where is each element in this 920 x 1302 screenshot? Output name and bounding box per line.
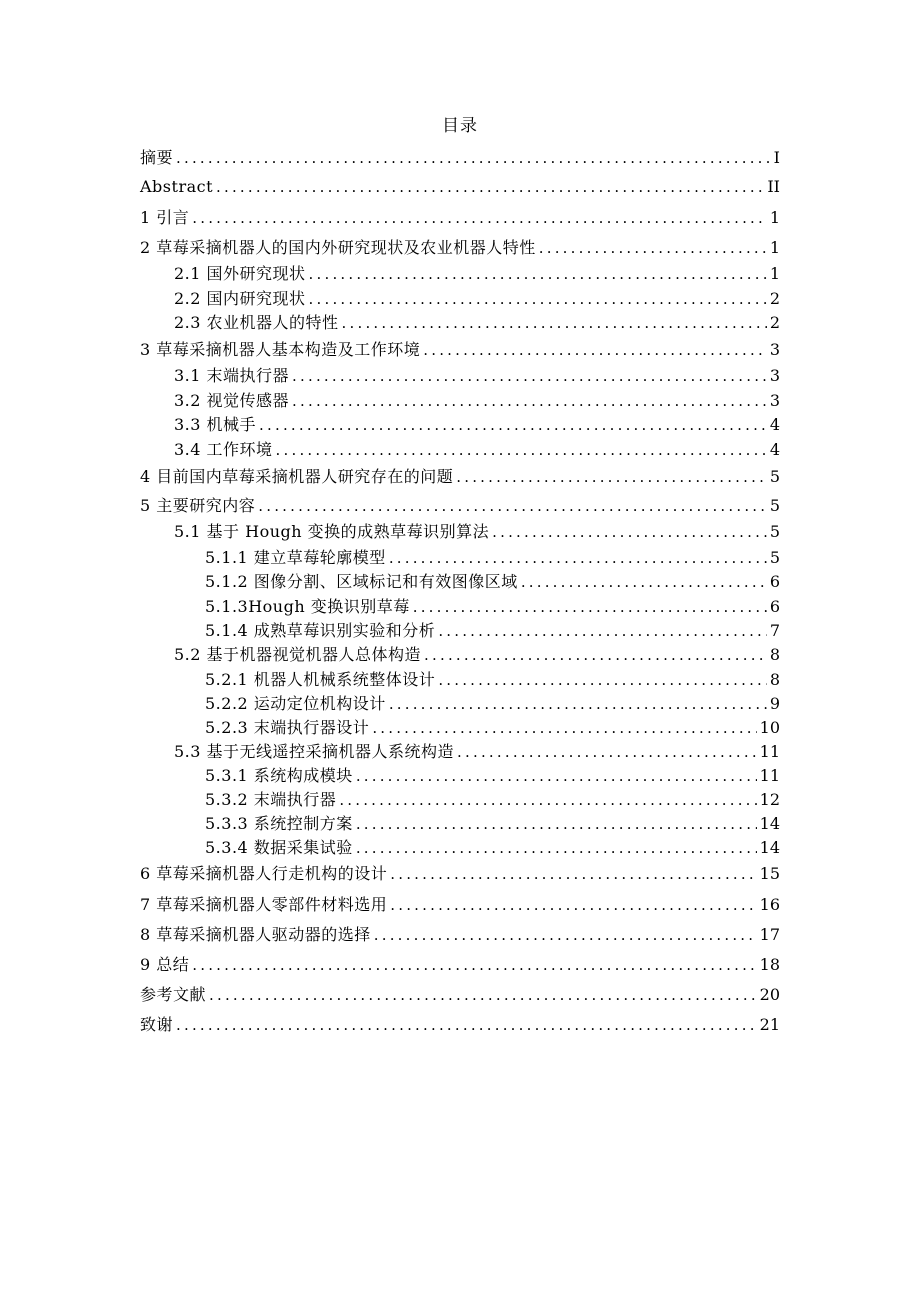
toc-dot-leader xyxy=(356,836,757,860)
toc-entry[interactable] xyxy=(140,668,780,692)
toc-entry-label: 2.1 国外研究现状 xyxy=(174,264,306,283)
toc-entry[interactable] xyxy=(140,836,780,860)
toc-entry-page-number: 5 xyxy=(769,467,780,486)
toc-entry[interactable] xyxy=(140,893,780,917)
toc-entry-page-number: 7 xyxy=(769,621,780,640)
toc-entry-page-number: II xyxy=(767,177,780,196)
toc-entry-label: 3.2 视觉传感器 xyxy=(174,391,290,410)
toc-entry-label: 9 总结 xyxy=(140,955,190,974)
toc-entry-label: 致谢 xyxy=(140,1015,174,1034)
toc-entry-page-number: 11 xyxy=(759,742,780,761)
toc-entry-label: Abstract xyxy=(140,177,214,196)
toc-dot-leader xyxy=(372,716,756,740)
toc-entry[interactable] xyxy=(140,438,780,462)
toc-entry-label: 4 目前国内草莓采摘机器人研究存在的问题 xyxy=(140,467,454,486)
toc-entry-page-number: 3 xyxy=(769,391,780,410)
toc-entry-page-number: 10 xyxy=(759,718,780,737)
toc-entry-label: 2 草莓采摘机器人的国内外研究现状及农业机器人特性 xyxy=(140,238,536,257)
toc-dot-leader xyxy=(457,740,757,764)
toc-entry-label: 5.1.2 图像分割、区域标记和有效图像区域 xyxy=(205,572,518,591)
toc-dot-leader xyxy=(390,862,756,886)
toc-entry-label: 摘要 xyxy=(140,148,174,167)
toc-entry-page-number: 9 xyxy=(769,694,780,713)
toc-entry-page-number: 8 xyxy=(769,645,780,664)
toc-entry-page-number: 1 xyxy=(769,238,780,257)
toc-dot-leader xyxy=(438,668,767,692)
toc-dot-leader xyxy=(192,206,767,230)
toc-entry-page-number: I xyxy=(773,148,780,167)
toc-entry[interactable] xyxy=(140,619,780,643)
toc-entry-page-number: 6 xyxy=(769,597,780,616)
toc-entry[interactable] xyxy=(140,262,780,286)
toc-entry-label: 5.2.2 运动定位机构设计 xyxy=(205,694,386,713)
toc-dot-leader xyxy=(292,389,767,413)
toc-entry[interactable] xyxy=(140,364,780,388)
toc-entry-page-number: 5 xyxy=(769,522,780,541)
toc-entry[interactable] xyxy=(140,206,780,230)
toc-entry[interactable] xyxy=(140,1013,780,1037)
toc-entry-label: 1 引言 xyxy=(140,208,190,227)
toc-dot-leader xyxy=(258,494,767,518)
toc-dot-leader xyxy=(390,893,756,917)
toc-entry-page-number: 5 xyxy=(769,548,780,567)
toc-entry-label: 5.3.1 系统构成模块 xyxy=(205,766,353,785)
toc-dot-leader xyxy=(259,413,767,437)
toc-dot-leader xyxy=(216,175,764,199)
toc-entry-label: 5.1.4 成熟草莓识别实验和分析 xyxy=(205,621,436,640)
toc-dot-leader xyxy=(276,438,767,462)
toc-entry[interactable] xyxy=(140,862,780,886)
toc-entry[interactable] xyxy=(140,338,780,362)
toc-entry-label: 3.1 末端执行器 xyxy=(174,366,290,385)
toc-entry[interactable] xyxy=(140,764,780,788)
toc-entry-label: 6 草莓采摘机器人行走机构的设计 xyxy=(140,864,388,883)
toc-entry[interactable] xyxy=(140,146,780,170)
toc-dot-leader xyxy=(176,1013,757,1037)
toc-dot-leader xyxy=(209,983,757,1007)
toc-entry-page-number: 6 xyxy=(769,572,780,591)
toc-entry-label: 5.1.1 建立草莓轮廓模型 xyxy=(205,548,386,567)
toc-dot-leader xyxy=(389,546,767,570)
toc-entry[interactable] xyxy=(140,287,780,311)
toc-entry-page-number: 2 xyxy=(769,313,780,332)
toc-entry-label: 5.1 基于 Hough 变换的成熟草莓识别算法 xyxy=(174,522,490,541)
toc-entry-label: 3.4 工作环境 xyxy=(174,440,273,459)
toc-dot-leader xyxy=(374,923,757,947)
toc-entry[interactable] xyxy=(140,546,780,570)
toc-dot-leader xyxy=(342,311,767,335)
toc-entry-page-number: 14 xyxy=(759,838,780,857)
toc-entry-page-number: 20 xyxy=(759,985,780,1004)
toc-entry[interactable] xyxy=(140,175,780,199)
toc-entry[interactable] xyxy=(140,692,780,716)
toc-dot-leader xyxy=(456,465,767,489)
toc-dot-leader xyxy=(438,619,767,643)
toc-entry-label: 5.3.3 系统控制方案 xyxy=(205,814,353,833)
toc-entry-label: 3.3 机械手 xyxy=(174,415,257,434)
toc-entry-page-number: 4 xyxy=(769,440,780,459)
toc-entry-page-number: 8 xyxy=(769,670,780,689)
toc-entry-page-number: 15 xyxy=(759,864,780,883)
toc-dot-leader xyxy=(492,520,767,544)
toc-entry-page-number: 21 xyxy=(759,1015,780,1034)
toc-entry-page-number: 12 xyxy=(759,790,780,809)
toc-entry[interactable] xyxy=(140,236,780,260)
toc-entry[interactable] xyxy=(140,389,780,413)
toc-entry-label: 5.2 基于机器视觉机器人总体构造 xyxy=(174,645,422,664)
toc-entry[interactable] xyxy=(140,923,780,947)
toc-entry[interactable] xyxy=(140,788,780,812)
toc-entry-page-number: 3 xyxy=(769,366,780,385)
toc-entry-label: 2.2 国内研究现状 xyxy=(174,289,306,308)
toc-entry[interactable] xyxy=(140,983,780,1007)
toc-entry[interactable] xyxy=(140,494,780,518)
toc-entry[interactable] xyxy=(140,595,780,619)
toc-dot-leader xyxy=(309,287,767,311)
toc-entry[interactable] xyxy=(140,520,780,544)
toc-entry-label: 参考文献 xyxy=(140,985,207,1004)
toc-entry-label: 5.3 基于无线遥控采摘机器人系统构造 xyxy=(174,742,455,761)
toc-entry-label: 5.1.3Hough 变换识别草莓 xyxy=(205,597,410,616)
toc-entry-page-number: 11 xyxy=(759,766,780,785)
toc-entry[interactable] xyxy=(140,716,780,740)
toc-entry-page-number: 17 xyxy=(759,925,780,944)
toc-dot-leader xyxy=(292,364,767,388)
toc-entry[interactable] xyxy=(140,465,780,489)
toc-entry-page-number: 3 xyxy=(769,340,780,359)
toc-dot-leader xyxy=(192,953,756,977)
toc-dot-leader xyxy=(356,764,757,788)
toc-entry-label: 8 草莓采摘机器人驱动器的选择 xyxy=(140,925,371,944)
toc-entry[interactable] xyxy=(140,812,780,836)
toc-entry[interactable] xyxy=(140,311,780,335)
toc-dot-leader xyxy=(356,812,757,836)
toc-entry-page-number: 5 xyxy=(769,496,780,515)
toc-entry-label: 5.3.4 数据采集试验 xyxy=(205,838,353,857)
toc-entry-page-number: 4 xyxy=(769,415,780,434)
toc-dot-leader xyxy=(309,262,767,286)
toc-entry-label: 5.2.1 机器人机械系统整体设计 xyxy=(205,670,436,689)
toc-dot-leader xyxy=(539,236,767,260)
toc-entry[interactable] xyxy=(140,570,780,594)
toc-entry-label: 3 草莓采摘机器人基本构造及工作环境 xyxy=(140,340,421,359)
page-title: 目录 xyxy=(442,116,478,136)
toc-entry-label: 5.3.2 末端执行器 xyxy=(205,790,337,809)
toc-dot-leader xyxy=(389,692,767,716)
toc-entry[interactable] xyxy=(140,413,780,437)
toc-dot-leader xyxy=(424,643,767,667)
toc-entry-page-number: 14 xyxy=(759,814,780,833)
toc-entry-page-number: 18 xyxy=(759,955,780,974)
toc-dot-leader xyxy=(413,595,767,619)
toc-entry-label: 2.3 农业机器人的特性 xyxy=(174,313,339,332)
toc-entry[interactable] xyxy=(140,740,780,764)
toc-dot-leader xyxy=(521,570,767,594)
toc-dot-leader xyxy=(339,788,756,812)
toc-entry-label: 5.2.3 末端执行器设计 xyxy=(205,718,370,737)
toc-entry-page-number: 1 xyxy=(769,208,780,227)
toc-entry-label: 5 主要研究内容 xyxy=(140,496,256,515)
toc-entry-label: 7 草莓采摘机器人零部件材料选用 xyxy=(140,895,388,914)
toc-dot-leader xyxy=(176,146,771,170)
toc-entry[interactable] xyxy=(140,953,780,977)
toc-entry-page-number: 16 xyxy=(759,895,780,914)
toc-dot-leader xyxy=(423,338,767,362)
toc-entry-page-number: 1 xyxy=(769,264,780,283)
toc-entry-page-number: 2 xyxy=(769,289,780,308)
toc-entry[interactable] xyxy=(140,643,780,667)
